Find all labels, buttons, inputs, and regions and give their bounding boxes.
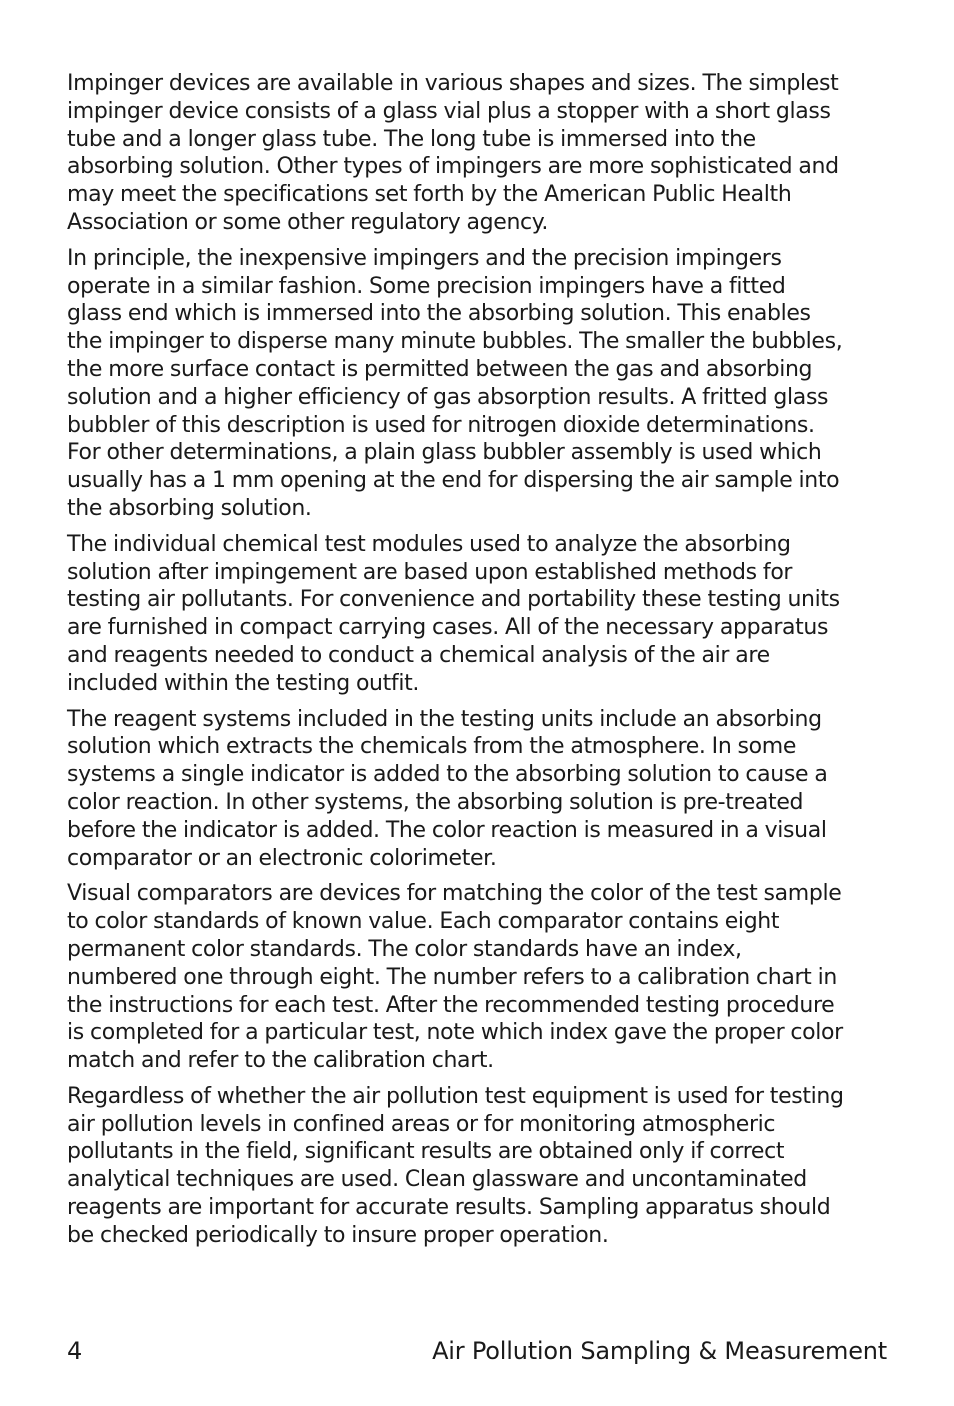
paragraph-visual-comparators: Visual comparators are devices for matching the color of the test sample to color standards of known value. Each comparator contains eight permanent color standards. The color standards have an index, numbered one through eight. The number refers to a calibration chart in the instructions for each test. After the recommended testing procedure is completed for a particular test, note which index gave the proper color match and refer to the calibration chart. [67, 881, 843, 1074]
paragraph-impinger-devices: Impinger devices are available in various shapes and sizes. The simplest impinger device consists of a glass vial plus a stopper with a short glass tube and a longer glass tube. The long tube is immersed into the absorbing solution. Other types of impingers are more sophisticated and may meet the specifications set forth by the American Public Health Association or some other regulatory agency. [67, 71, 839, 235]
page-footer [67, 1335, 887, 1367]
running-title: Air Pollution Sampling & Measurement [432, 1337, 887, 1365]
paragraph-chemical-test-modules: The individual chemical test modules used to analyze the absorbing solution after impingement are based upon established methods for testing air pollutants. For convenience and portability these testing units are furnished in compact carrying cases. All of the necessary apparatus and reagents needed to conduct a chemical analysis of the air are included within the testing outfit. [67, 531, 840, 696]
paragraph-reagent-systems: The reagent systems included in the testing units include an absorbing solution which extracts the chemicals from the atmosphere. In some systems a single indicator is added to the absorbing solution to cause a color reaction. In other systems, the absorbing solution is pre-treated before the indicator is added. The color reaction is measured in a visual comparator or an electronic colorimeter. [67, 706, 828, 871]
paragraph-impinger-principle: In principle, the inexpensive impingers and the precision impingers operate in a similar fashion. Some precision impingers have a fitted glass end which is immersed into the absorbing solution. This enables the impinger to disperse many minute bubbles. The smaller the bubbles, the more surface contact is permitted between the gas and absorbing solution and a higher efficiency of gas absorption results. A fritted glass bubbler of this description is used for nitrogen dioxide determinations. For other determinations, a plain glass bubbler assembly is used which usually has a 1 mm opening at the end for dispersing the air sample into the absorbing solution. [67, 245, 843, 521]
page-body [67, 70, 889, 1258]
paragraph-analytical-techniques: Regardless of whether the air pollution test equipment is used for testing air pollution levels in confined areas or for monitoring atmospheric pollutants in the field, significant results are obtained only if correct analytical techniques are used. Clean glassware and uncontaminated reagents are important for accurate results. Sampling apparatus should be checked periodically to insure proper operation. [67, 1083, 844, 1248]
page-number: 4 [67, 1337, 83, 1365]
